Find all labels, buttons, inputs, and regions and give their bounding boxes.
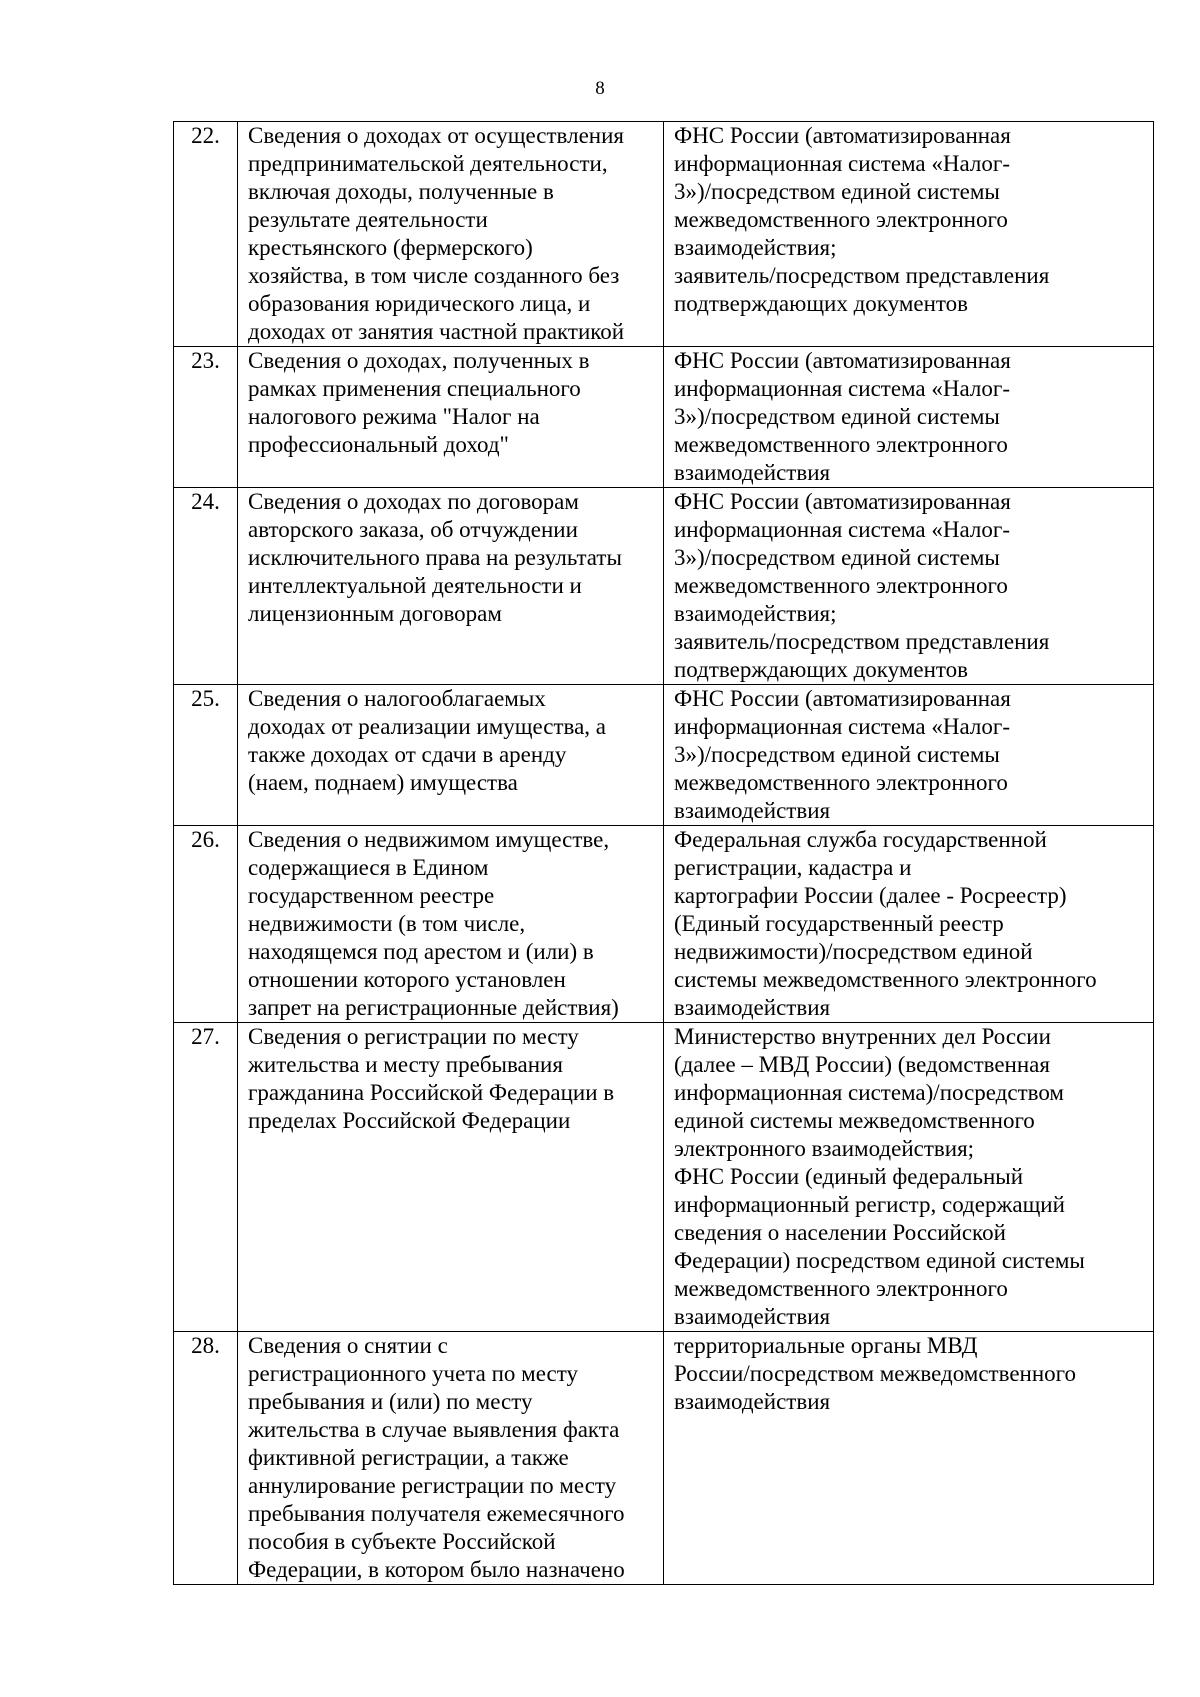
table-row bbox=[174, 347, 1154, 488]
description-text: Сведения о недвижимом имуществе, содержащиеся в Едином государственном реестре недвижимости (в том числе, находящемся под арестом и (или) в отношении которого установлен запрет на регистрационные действия) bbox=[248, 827, 619, 1020]
row-description bbox=[238, 122, 664, 347]
description-text: Сведения о регистрации по месту жительства и месту пребывания гражданина Российской Федерации в пределах Российской Федерации bbox=[248, 1024, 615, 1133]
row-number: 28. bbox=[174, 1332, 238, 1585]
table-row bbox=[174, 1332, 1154, 1585]
description-text: Сведения о снятии с регистрационного учета по месту пребывания и (или) по месту жительства в случае выявления факта фиктивной регистрации, а также аннулирование регистрации по месту пребывания получателя ежемесячного пособия в субъекте Российской Федерации, в котором было назначено bbox=[248, 1333, 625, 1582]
source-text: территориальные органы МВД России/посредством межведомственного взаимодействия bbox=[674, 1333, 1077, 1414]
source-text: ФНС России (автоматизированная информационная система «Налог- 3»)/посредством единой системы межведомственного электронного взаимодействия bbox=[674, 686, 1011, 823]
table-row bbox=[174, 122, 1154, 347]
row-number: 22. bbox=[174, 122, 238, 347]
source-text: ФНС России (автоматизированная информационная система «Налог- 3»)/посредством единой системы межведомственного электронного взаимодействия; заявитель/посредством представления подтверждающих документов bbox=[674, 489, 1050, 682]
row-number: 24. bbox=[174, 488, 238, 685]
row-source bbox=[664, 122, 1154, 347]
source-text: Федеральная служба государственной регистрации, кадастра и картографии России (далее - Росреестр) (Единый государственный реестр недвижимости)/посредством единой системы межведомственного электронного взаимодействия bbox=[674, 827, 1097, 1020]
description-text: Сведения о доходах по договорам авторского заказа, об отчуждении исключительного права на результаты интеллектуальной деятельности и лицензионным договорам bbox=[248, 489, 622, 626]
description-text: Сведения о доходах от осуществления предпринимательской деятельности, включая доходы, полученные в результате деятельности крестьянского (фермерского) хозяйства, в том числе созданного без образования юридического лица, и доходах от занятия частной практикой bbox=[248, 123, 625, 344]
row-description bbox=[238, 347, 664, 488]
services-table bbox=[173, 121, 1154, 1585]
row-number: 23. bbox=[174, 347, 238, 488]
row-source bbox=[664, 1332, 1154, 1585]
table-row bbox=[174, 826, 1154, 1023]
page-number: 8 bbox=[595, 78, 605, 99]
description-text: Сведения о налогооблагаемых доходах от реализации имущества, а также доходах от сдачи в аренду (наем, поднаем) имущества bbox=[248, 686, 606, 795]
source-text: Министерство внутренних дел России (далее – МВД России) (ведомственная информационная система)/посредством единой системы межведомственного электронного взаимодействия; ФНС России (единый федеральный информационный регистр, содержащий сведения о населении Российской Федерации) посредством единой системы межведомственного электронного взаимодействия bbox=[674, 1024, 1085, 1329]
source-text: ФНС России (автоматизированная информационная система «Налог- 3»)/посредством единой системы межведомственного электронного взаимодействия bbox=[674, 348, 1011, 485]
row-description bbox=[238, 826, 664, 1023]
row-source bbox=[664, 1023, 1154, 1332]
row-source bbox=[664, 685, 1154, 826]
row-description bbox=[238, 685, 664, 826]
source-text: ФНС России (автоматизированная информационная система «Налог- 3»)/посредством единой системы межведомственного электронного взаимодействия; заявитель/посредством представления подтверждающих документов bbox=[674, 123, 1050, 316]
row-description bbox=[238, 1332, 664, 1585]
row-number: 27. bbox=[174, 1023, 238, 1332]
table-row bbox=[174, 488, 1154, 685]
description-text: Сведения о доходах, полученных в рамках применения специального налогового режима "Налог на профессиональный доход" bbox=[248, 348, 590, 457]
row-number: 25. bbox=[174, 685, 238, 826]
table-row bbox=[174, 1023, 1154, 1332]
row-source bbox=[664, 347, 1154, 488]
row-description bbox=[238, 488, 664, 685]
table-row bbox=[174, 685, 1154, 826]
row-number: 26. bbox=[174, 826, 238, 1023]
row-source bbox=[664, 488, 1154, 685]
row-description bbox=[238, 1023, 664, 1332]
row-source bbox=[664, 826, 1154, 1023]
